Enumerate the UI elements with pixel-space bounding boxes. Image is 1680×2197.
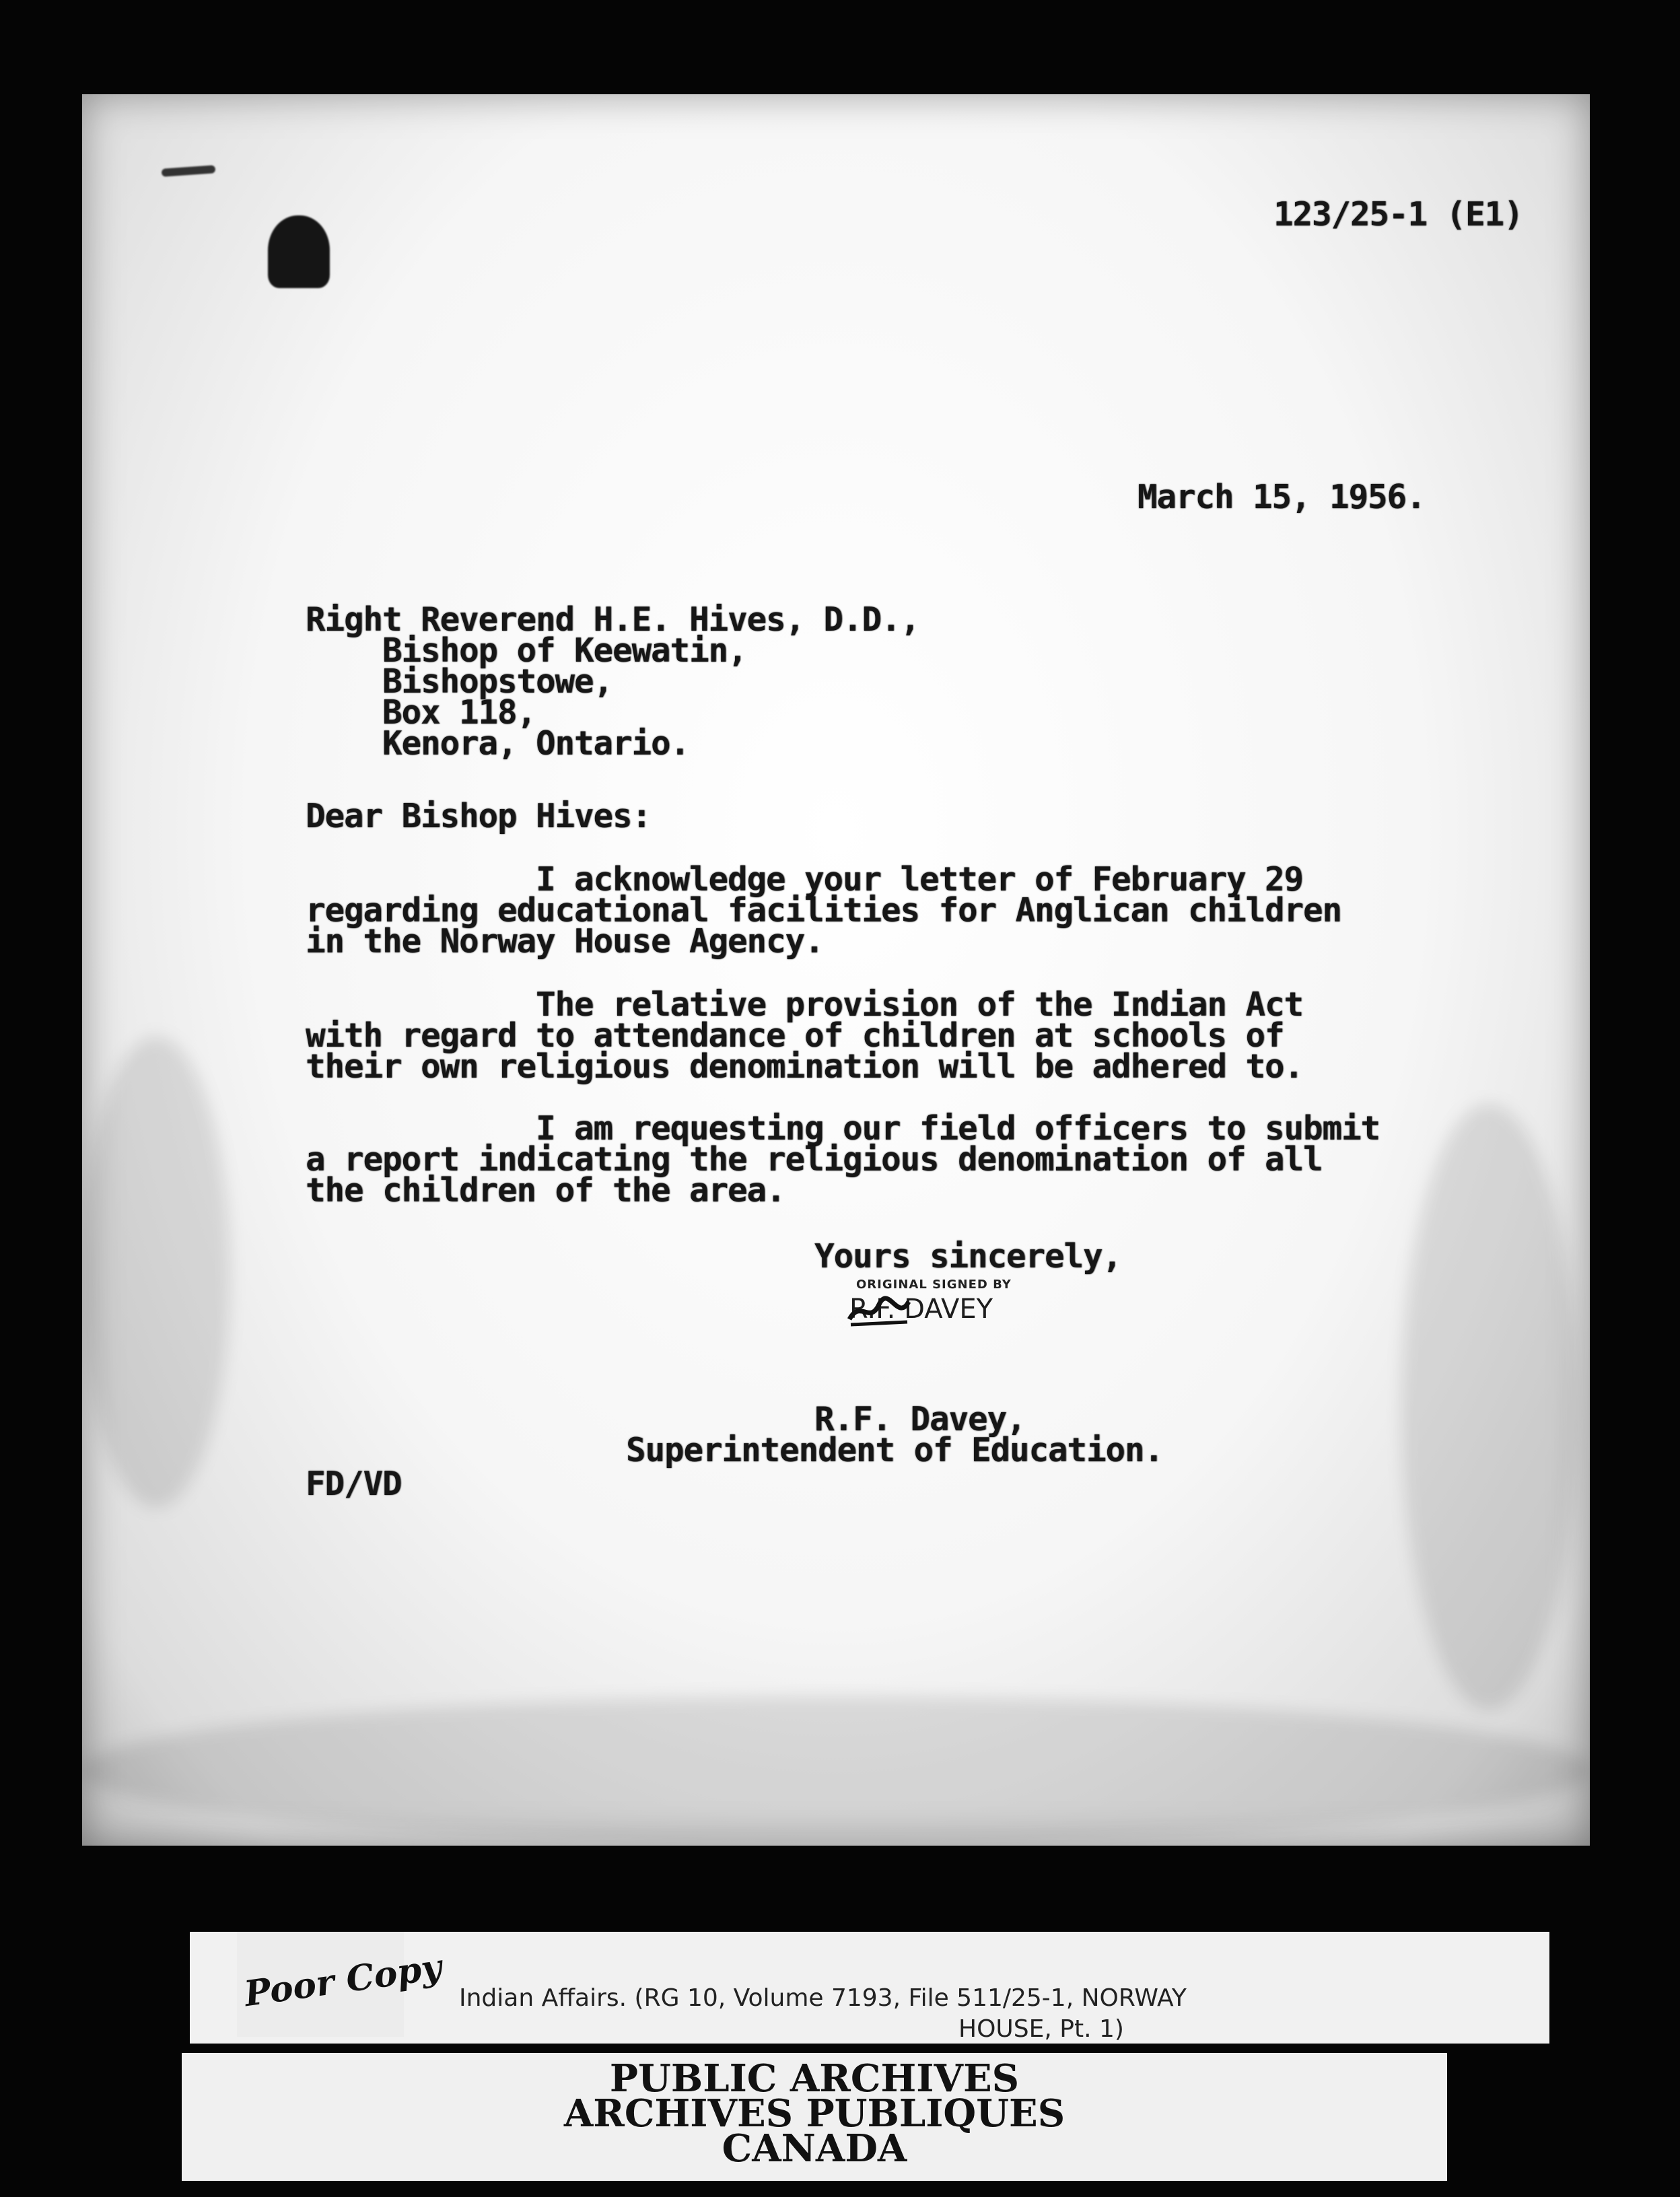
typist-initials: FD/VD [306, 1465, 402, 1503]
punch-mark [162, 165, 216, 177]
closing: Yours sincerely, [814, 1237, 1122, 1276]
signature-stamp-caption: ORIGINAL SIGNED BY [856, 1278, 1012, 1292]
paragraph-line: a report indicating the religious denomination of all [306, 1140, 1323, 1179]
file-reference: 123/25-1 (E1) [1273, 195, 1523, 234]
citation-line: HOUSE, Pt. 1) [958, 2015, 1124, 2043]
address-line: Bishop of Keewatin, [306, 631, 747, 670]
paragraph-line: the children of the area. [306, 1171, 785, 1210]
scan-smudge [82, 1037, 230, 1508]
scan-smudge [1401, 1104, 1576, 1710]
archives-title-fr: ARCHIVES PUBLIQUES [563, 2091, 1065, 2136]
paragraph-line: I acknowledge your letter of February 29 [306, 860, 1304, 899]
address-line: Right Reverend H.E. Hives, D.D., [306, 600, 920, 639]
letter-date: March 15, 1956. [1138, 478, 1426, 516]
archives-title-en: PUBLIC ARCHIVES [609, 2056, 1020, 2101]
signature-scribble [847, 1295, 911, 1327]
paragraph-line: The relative provision of the Indian Act [306, 985, 1304, 1024]
punch-hole-mark [268, 215, 330, 288]
address-line: Kenora, Ontario. [306, 724, 690, 763]
handwritten-note: Poor Copy [242, 1946, 445, 2015]
citation-line: Indian Affairs. (RG 10, Volume 7193, File 511/25-1, NORWAY [459, 1984, 1187, 2012]
signature-stamp-name: R.F. DAVEY [849, 1294, 993, 1325]
salutation: Dear Bishop Hives: [306, 797, 652, 835]
paragraph-line: in the Norway House Agency. [306, 922, 824, 961]
paragraph-line: their own religious denomination will be adhered to. [306, 1047, 1304, 1086]
signatory-title: Superintendent of Education. [626, 1431, 1164, 1469]
address-line: Box 118, [306, 693, 536, 732]
paragraph-line: with regard to attendance of children at schools of [306, 1016, 1284, 1055]
paragraph-line: I am requesting our field officers to submit [306, 1109, 1380, 1148]
paragraph-line: regarding educational facilities for Anglican children [306, 891, 1342, 930]
archives-country: CANADA [722, 2126, 907, 2171]
address-line: Bishopstowe, [306, 662, 613, 701]
signatory-name: R.F. Davey, [814, 1400, 1026, 1438]
scan-smudge [82, 1696, 1590, 1844]
letter-page [82, 94, 1590, 1846]
